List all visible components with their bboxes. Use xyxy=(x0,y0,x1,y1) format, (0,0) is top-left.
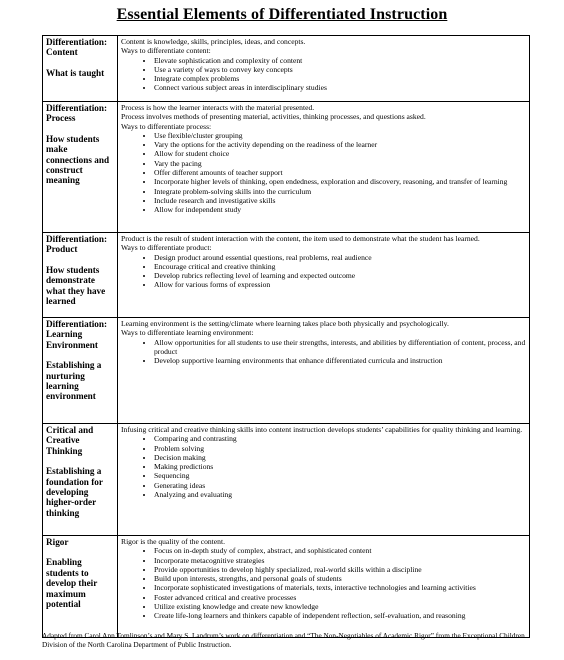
bullet-item: • Focus on in-depth study of complex, abstract, and sophisticated content xyxy=(154,546,526,555)
bullet-item: • Integrate complex problems xyxy=(154,74,526,83)
bullet-item: • Design product around essential questions, real problems, real audience xyxy=(154,253,526,262)
bullet-item: • Foster advanced critical and creative processes xyxy=(154,593,526,602)
element-label-cell xyxy=(43,36,118,102)
bullet-item: • Allow for various forms of expression xyxy=(154,280,526,289)
bullet-list xyxy=(121,56,526,93)
element-heading: Differentiation: Learning Environment xyxy=(46,319,108,350)
description-text: Ways to differentiate product: xyxy=(121,243,212,253)
element-subheading: How students make connections and construct meaning xyxy=(46,133,110,186)
bullet-item: • Use flexible/cluster grouping xyxy=(154,131,526,140)
bullet-item: • Vary the pacing xyxy=(154,159,526,168)
element-subheading: How students demonstrate what they have learned xyxy=(46,264,106,307)
bullet-item: • Incorporate higher levels of thinking, open endedness, exploration and discovery, reasoning, and transfer of learning xyxy=(154,177,526,186)
element-description-cell xyxy=(118,424,530,536)
element-label-cell xyxy=(43,536,118,638)
bullet-item: • Allow for independent study xyxy=(154,205,526,214)
bullet-item: • Problem solving xyxy=(154,444,526,453)
bullet-item: • Allow for student choice xyxy=(154,149,526,158)
bullet-item: • Integrate problem-solving skills into the curriculum xyxy=(154,187,526,196)
bullet-list xyxy=(121,546,526,620)
bullet-item: • Decision making xyxy=(154,453,526,462)
bullet-item: • Develop rubrics reflecting level of learning and expected outcome xyxy=(154,271,526,280)
bullet-item: • Vary the options for the activity depending on the readiness of the learner xyxy=(154,140,526,149)
element-heading: Differentiation: Process xyxy=(46,103,108,124)
element-row xyxy=(43,318,530,424)
element-row xyxy=(43,36,530,102)
element-description-cell xyxy=(118,36,530,102)
bullet-item: • Include research and investigative skills xyxy=(154,196,526,205)
elements-table-body xyxy=(43,36,530,638)
bullet-item: • Utilize existing knowledge and create new knowledge xyxy=(154,602,526,611)
element-description-cell xyxy=(118,102,530,233)
element-subheading: Establishing a nurturing learning environment xyxy=(46,360,102,402)
bullet-item: • Elevate sophistication and complexity of content xyxy=(154,56,526,65)
bullet-list xyxy=(121,434,526,499)
bullet-item: • Provide opportunities to develop highly specialized, real-world skills within a discipline xyxy=(154,565,526,574)
element-description-cell xyxy=(118,536,530,638)
description-text: Ways to differentiate learning environment: xyxy=(121,328,254,338)
element-heading: Critical and Creative Thinking xyxy=(46,425,94,456)
bullet-item: • Encourage critical and creative thinking xyxy=(154,262,526,271)
bullet-list xyxy=(121,338,526,366)
description-text: Content is knowledge, skills, principles, ideas, and concepts. xyxy=(121,37,306,46)
bullet-item: • Offer different amounts of teacher support xyxy=(154,168,526,177)
bullet-item: • Develop supportive learning environments that enhance differentiated curricula and instruction xyxy=(154,356,526,365)
element-heading: Differentiation: Product xyxy=(46,234,108,255)
bullet-item: • Allow opportunities for all students to use their strengths, interests, and abilities by differentiation of content, process, and product xyxy=(154,338,526,357)
bullet-item: • Analyzing and evaluating xyxy=(154,490,526,499)
bullet-list xyxy=(121,253,526,290)
element-subheading: Enabling students to develop their maximum potential xyxy=(46,557,98,610)
element-label-cell xyxy=(43,102,118,233)
element-label-cell xyxy=(43,233,118,318)
element-description-cell xyxy=(118,318,530,424)
bullet-item: • Sequencing xyxy=(154,471,526,480)
bullet-item: • Comparing and contrasting xyxy=(154,434,526,443)
description-text: Process involves methods of presenting material, activities, thinking processes, and questions asked. xyxy=(121,112,426,122)
bullet-item: • Use a variety of ways to convey key concepts xyxy=(154,65,526,74)
element-heading: Rigor xyxy=(46,537,69,547)
bullet-item: • Build upon interests, strengths, and personal goals of students xyxy=(154,574,526,583)
element-row xyxy=(43,424,530,536)
bullet-item: • Making predictions xyxy=(154,462,526,471)
description-text: Process is how the learner interacts with the material presented. xyxy=(121,103,315,112)
description-text: Ways to differentiate content: xyxy=(121,46,211,56)
bullet-item: • Incorporate metacognitive strategies xyxy=(154,556,526,565)
bullet-item: • Incorporate sophisticated investigations of materials, texts, interactive technologies and learning activities xyxy=(154,583,526,592)
element-description-cell xyxy=(118,233,530,318)
element-subheading: What is taught xyxy=(46,67,105,78)
element-label-cell xyxy=(43,318,118,424)
element-row xyxy=(43,233,530,318)
bullet-list xyxy=(121,131,526,215)
description-text: Ways to differentiate process: xyxy=(121,121,212,131)
description-text: Learning environment is the setting/climate where learning takes place both physically and psychologically. xyxy=(121,319,449,328)
description-text: Rigor is the quality of the content. xyxy=(121,537,225,546)
elements-table xyxy=(42,35,530,638)
bullet-item: • Generating ideas xyxy=(154,481,526,490)
description-text: Product is the result of student interaction with the content, the item used to demonstrate what the student has learned. xyxy=(121,234,480,243)
element-heading: Differentiation: Content xyxy=(46,37,108,58)
element-row xyxy=(43,102,530,233)
description-text: Infusing critical and creative thinking skills into content instruction develops students’ capabilities for quality thinking and learning. xyxy=(121,425,523,434)
source-note: Adapted from Carol Ann Tomlinson’s and Mary S. Landrum’s work on differentiation and “The Non-Negotiables of Academic Rigor” from the Exceptional Children Division of the North Carolina Department of Public Instruction. xyxy=(42,631,525,649)
element-row xyxy=(43,536,530,638)
bullet-item: • Create life-long learners and thinkers capable of independent reflection, self-evaluation, and reasoning xyxy=(154,611,526,620)
document-title: Essential Elements of Differentiated Instruction xyxy=(116,6,448,23)
bullet-item: • Connect various subject areas in interdisciplinary studies xyxy=(154,83,526,92)
element-label-cell xyxy=(43,424,118,536)
element-subheading: Establishing a foundation for developing higher-order thinking xyxy=(46,466,103,518)
